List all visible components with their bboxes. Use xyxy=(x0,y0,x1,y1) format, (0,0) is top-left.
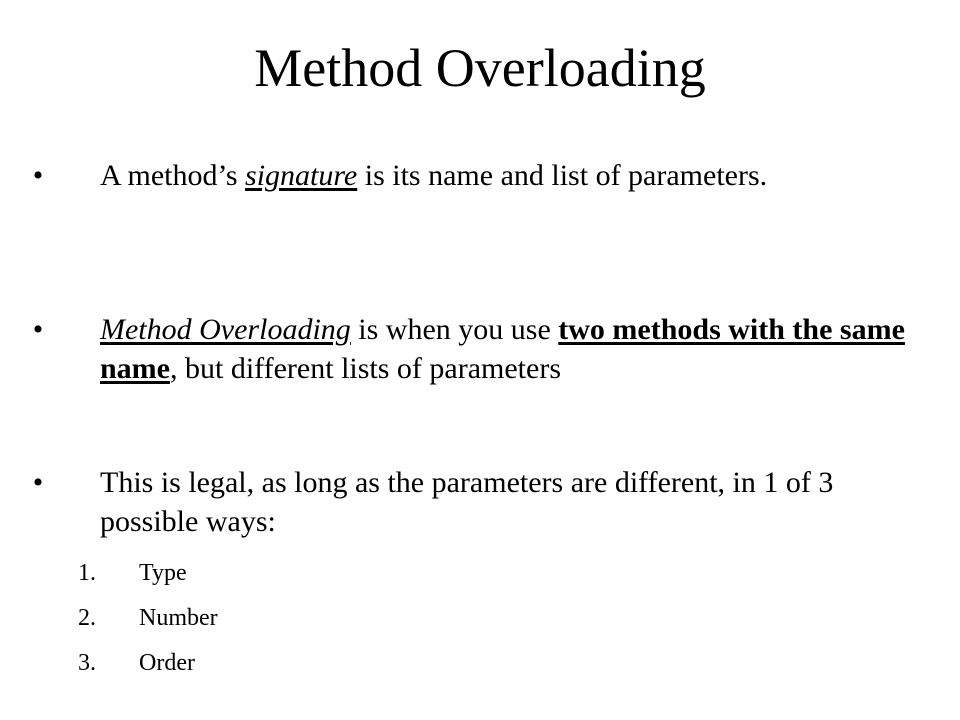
list-label: Number xyxy=(139,605,218,631)
list-number: 1. xyxy=(78,560,96,586)
list-number: 3. xyxy=(78,650,96,676)
bullet-text: This is legal, as long as the parameters are different, in 1 of 3 possible ways: xyxy=(100,466,834,538)
list-number: 2. xyxy=(78,605,96,631)
list-label: Type xyxy=(139,560,187,586)
bullet-marker: • xyxy=(32,159,44,192)
list-label: Order xyxy=(139,650,195,676)
bullet-text-part: , but different lists of parameters xyxy=(170,352,561,385)
bullet-marker: • xyxy=(32,313,44,346)
bullet-marker: • xyxy=(32,466,44,499)
bullet-text-part: is its name and list of parameters. xyxy=(357,159,768,192)
bullet-text xyxy=(100,156,920,195)
signature-term: signature xyxy=(245,159,358,192)
slide-title: Method Overloading xyxy=(254,38,706,98)
overloading-term: Method Overloading xyxy=(100,313,351,346)
bullet-text-part: A method’s xyxy=(100,159,246,192)
bullet-text xyxy=(100,310,920,388)
bullet-text-part: is when you use xyxy=(350,313,559,346)
emphasis-same-name: two methods with the same name xyxy=(100,313,905,385)
